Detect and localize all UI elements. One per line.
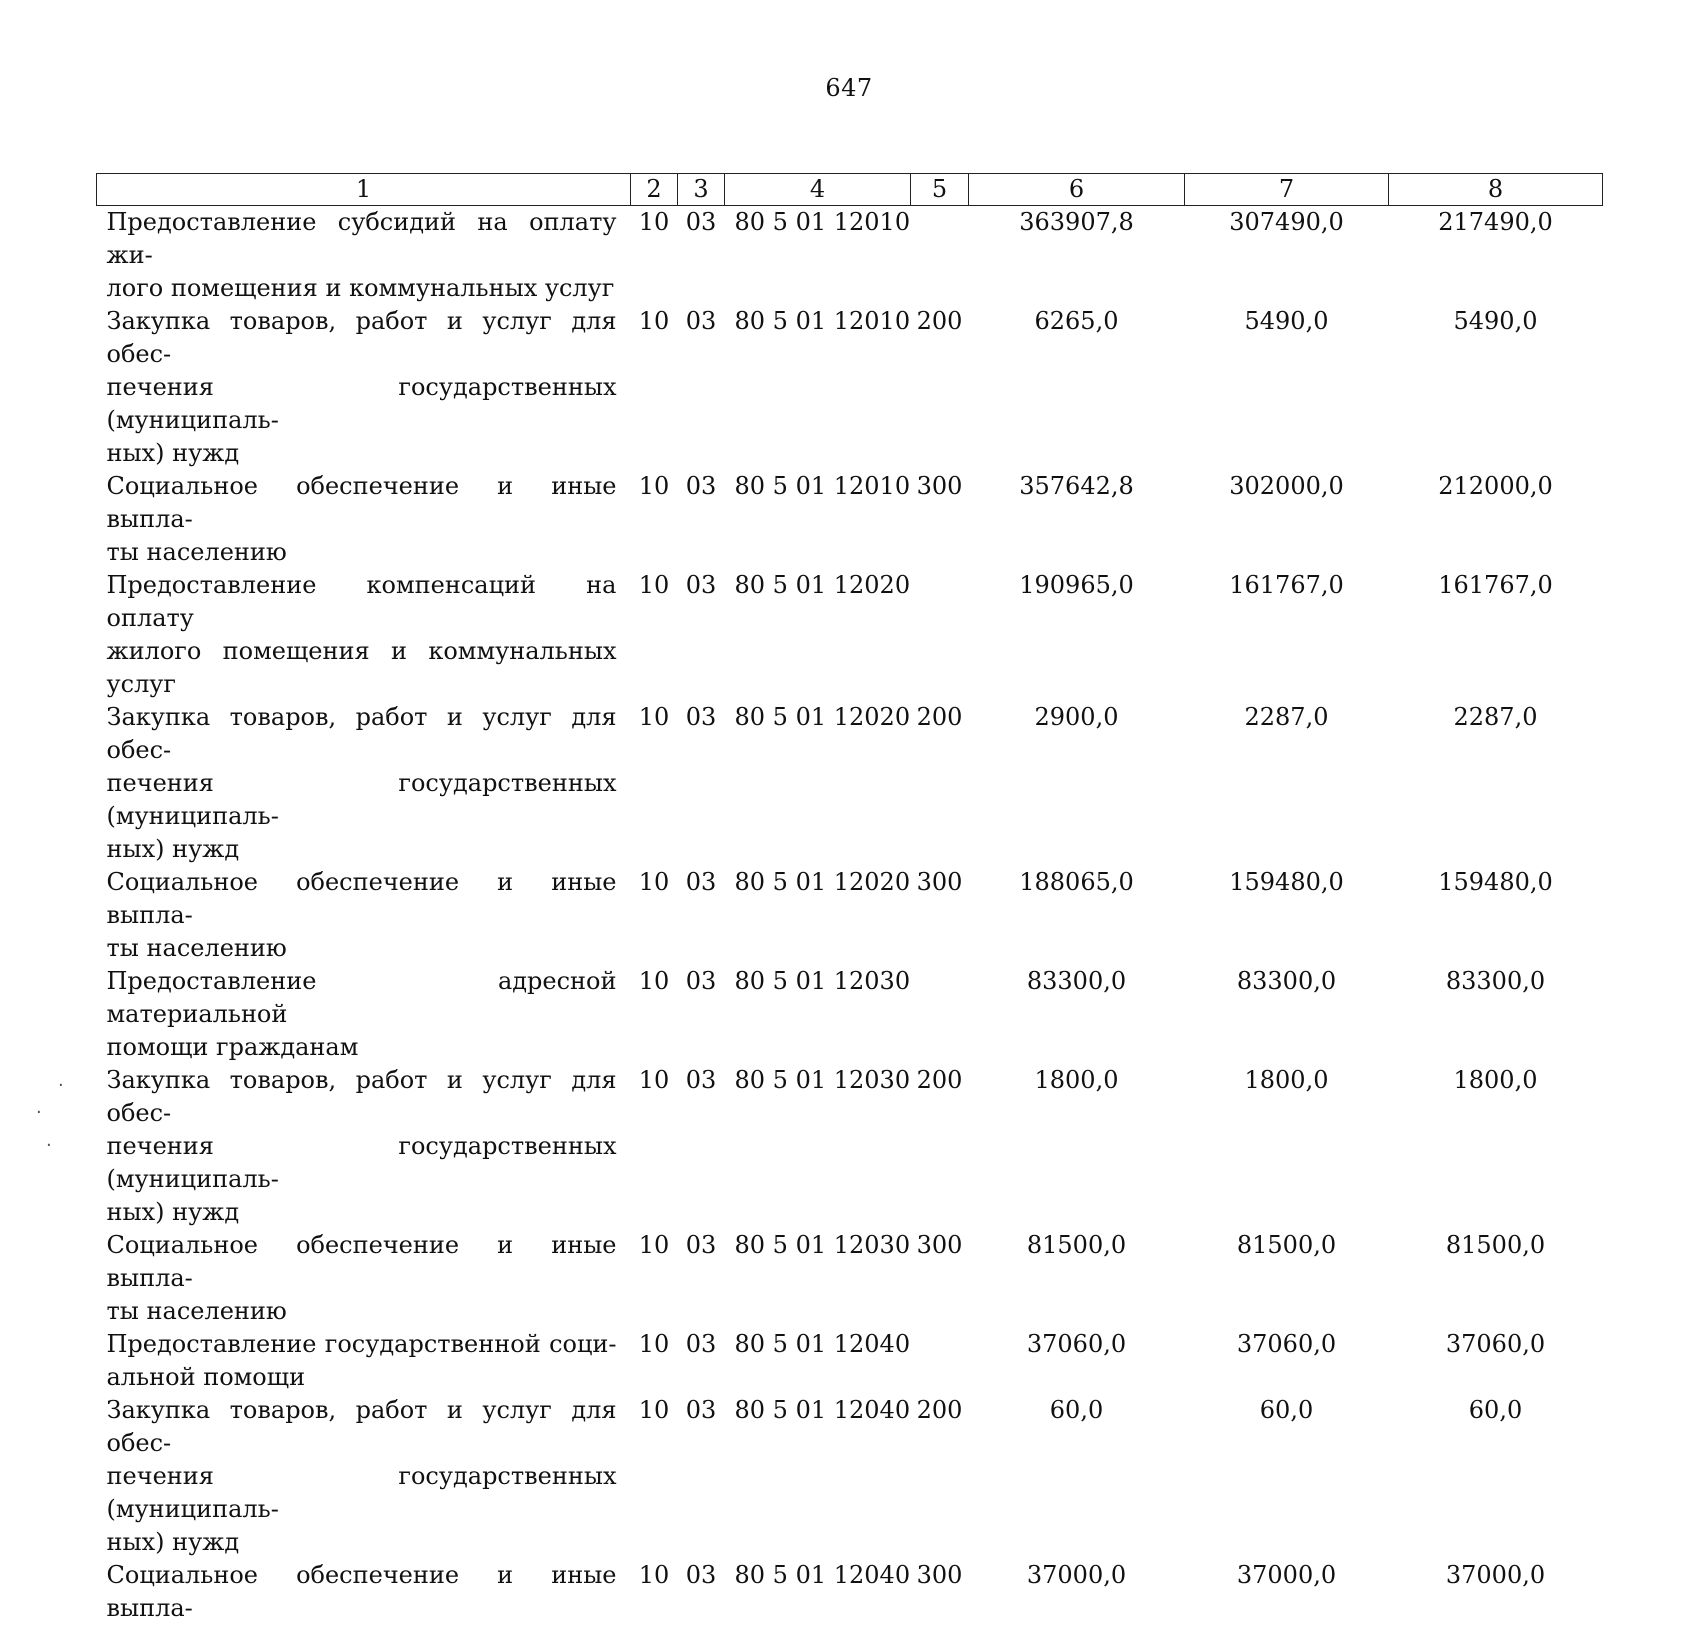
row-name-cell — [97, 1229, 631, 1328]
section-code: 10 — [631, 1229, 678, 1328]
section-code: 10 — [631, 701, 678, 866]
amount-col-8: 159480,0 — [1389, 866, 1603, 965]
amount-col-7: 161767,0 — [1185, 569, 1389, 701]
subsection-code: 03 — [678, 701, 725, 866]
target-article-code: 80 5 01 12040 — [725, 1559, 911, 1625]
row-name-line: ты населению — [107, 932, 617, 965]
row-name-line: печения государственных (муниципаль- — [107, 1130, 617, 1196]
target-article-code: 80 5 01 12010 — [725, 206, 911, 306]
table-row — [97, 206, 1603, 306]
row-name-line: Социальное обеспечение и иные выпла- — [107, 1229, 617, 1295]
row-name-cell — [97, 305, 631, 470]
header-col-5: 5 — [911, 174, 969, 206]
amount-col-8: 83300,0 — [1389, 965, 1603, 1064]
amount-col-6: 37000,0 — [969, 1559, 1185, 1625]
row-name-line: Социальное обеспечение и иные выпла- — [107, 866, 617, 932]
section-code: 10 — [631, 470, 678, 569]
amount-col-7: 302000,0 — [1185, 470, 1389, 569]
budget-table — [96, 173, 1603, 1625]
target-article-code: 80 5 01 12040 — [725, 1394, 911, 1559]
row-name-line: ты населению — [107, 536, 617, 569]
row-name-line: Предоставление компенсаций на оплату — [107, 569, 617, 635]
header-col-2: 2 — [631, 174, 678, 206]
target-article-code: 80 5 01 12010 — [725, 305, 911, 470]
table-header — [97, 174, 1603, 206]
expense-type-code: 200 — [911, 305, 969, 470]
row-name-line: печения государственных (муниципаль- — [107, 371, 617, 437]
table-row — [97, 1229, 1603, 1328]
row-name-line: ных) нужд — [107, 1526, 617, 1559]
amount-col-7: 37000,0 — [1185, 1559, 1389, 1625]
amount-col-6: 357642,8 — [969, 470, 1185, 569]
amount-col-8: 1800,0 — [1389, 1064, 1603, 1229]
target-article-code: 80 5 01 12020 — [725, 569, 911, 701]
target-article-code: 80 5 01 12010 — [725, 470, 911, 569]
scan-speck: · — [36, 1102, 42, 1123]
subsection-code: 03 — [678, 965, 725, 1064]
table-row — [97, 1559, 1603, 1625]
row-name-line: Социальное обеспечение и иные выпла- — [107, 1559, 617, 1625]
page-number — [0, 74, 1698, 102]
row-name-cell — [97, 1559, 631, 1625]
subsection-code: 03 — [678, 206, 725, 306]
row-name-line: Закупка товаров, работ и услуг для обес- — [107, 1064, 617, 1130]
amount-col-6: 190965,0 — [969, 569, 1185, 701]
header-col-1: 1 — [97, 174, 631, 206]
amount-col-8: 37060,0 — [1389, 1328, 1603, 1394]
amount-col-8: 5490,0 — [1389, 305, 1603, 470]
row-name-line: ных) нужд — [107, 833, 617, 866]
target-article-code: 80 5 01 12040 — [725, 1328, 911, 1394]
header-col-3: 3 — [678, 174, 725, 206]
amount-col-7: 37060,0 — [1185, 1328, 1389, 1394]
amount-col-6: 2900,0 — [969, 701, 1185, 866]
amount-col-7: 307490,0 — [1185, 206, 1389, 306]
amount-col-6: 37060,0 — [969, 1328, 1185, 1394]
row-name-line: услуг — [107, 668, 617, 701]
row-name-cell — [97, 1328, 631, 1394]
header-col-6: 6 — [969, 174, 1185, 206]
header-col-7: 7 — [1185, 174, 1389, 206]
amount-col-6: 363907,8 — [969, 206, 1185, 306]
row-name-cell — [97, 569, 631, 701]
section-code: 10 — [631, 1394, 678, 1559]
subsection-code: 03 — [678, 1229, 725, 1328]
expense-type-code: 300 — [911, 470, 969, 569]
scan-speck: · — [46, 1135, 52, 1156]
table-row — [97, 569, 1603, 701]
subsection-code: 03 — [678, 470, 725, 569]
row-name-line: Предоставление адресной материальной — [107, 965, 617, 1031]
section-code: 10 — [631, 569, 678, 701]
table-row — [97, 1394, 1603, 1559]
row-name-line: ных) нужд — [107, 1196, 617, 1229]
table-body — [97, 206, 1603, 1625]
amount-col-6: 81500,0 — [969, 1229, 1185, 1328]
table-row — [97, 1328, 1603, 1394]
amount-col-7: 1800,0 — [1185, 1064, 1389, 1229]
amount-col-8: 217490,0 — [1389, 206, 1603, 306]
expense-type-code — [911, 965, 969, 1064]
row-name-line: ты населению — [107, 1295, 617, 1328]
expense-type-code: 300 — [911, 866, 969, 965]
row-name-line: Закупка товаров, работ и услуг для обес- — [107, 305, 617, 371]
row-name-cell — [97, 701, 631, 866]
row-name-line: лого помещения и коммунальных услуг — [107, 272, 617, 305]
page-number-text: 647 — [825, 74, 872, 102]
amount-col-7: 60,0 — [1185, 1394, 1389, 1559]
row-name-cell — [97, 206, 631, 306]
table-row — [97, 701, 1603, 866]
expense-type-code — [911, 206, 969, 306]
row-name-line: альной помощи — [107, 1361, 617, 1394]
subsection-code: 03 — [678, 1394, 725, 1559]
header-col-8: 8 — [1389, 174, 1603, 206]
scan-speck: · — [58, 1075, 64, 1096]
row-name-line: жилого помещения и коммунальных — [107, 635, 617, 668]
target-article-code: 80 5 01 12030 — [725, 1064, 911, 1229]
row-name-cell — [97, 470, 631, 569]
amount-col-7: 5490,0 — [1185, 305, 1389, 470]
amount-col-8: 37000,0 — [1389, 1559, 1603, 1625]
subsection-code: 03 — [678, 866, 725, 965]
header-col-4: 4 — [725, 174, 911, 206]
table-row — [97, 1064, 1603, 1229]
amount-col-6: 83300,0 — [969, 965, 1185, 1064]
subsection-code: 03 — [678, 569, 725, 701]
target-article-code: 80 5 01 12020 — [725, 866, 911, 965]
table-row — [97, 470, 1603, 569]
section-code: 10 — [631, 1064, 678, 1229]
subsection-code: 03 — [678, 1328, 725, 1394]
table-row — [97, 305, 1603, 470]
row-name-line: ных) нужд — [107, 437, 617, 470]
header-row — [97, 174, 1603, 206]
amount-col-8: 60,0 — [1389, 1394, 1603, 1559]
amount-col-8: 81500,0 — [1389, 1229, 1603, 1328]
expense-type-code: 200 — [911, 701, 969, 866]
row-name-cell — [97, 1064, 631, 1229]
section-code: 10 — [631, 1559, 678, 1625]
amount-col-8: 2287,0 — [1389, 701, 1603, 866]
amount-col-8: 212000,0 — [1389, 470, 1603, 569]
expense-type-code: 300 — [911, 1229, 969, 1328]
row-name-cell — [97, 866, 631, 965]
amount-col-8: 161767,0 — [1389, 569, 1603, 701]
row-name-line: Социальное обеспечение и иные выпла- — [107, 470, 617, 536]
row-name-line: печения государственных (муниципаль- — [107, 767, 617, 833]
amount-col-6: 6265,0 — [969, 305, 1185, 470]
subsection-code: 03 — [678, 1064, 725, 1229]
row-name-cell — [97, 1394, 631, 1559]
expense-type-code — [911, 1328, 969, 1394]
section-code: 10 — [631, 965, 678, 1064]
expense-type-code: 300 — [911, 1559, 969, 1625]
expense-type-code: 200 — [911, 1394, 969, 1559]
subsection-code: 03 — [678, 1559, 725, 1625]
subsection-code: 03 — [678, 305, 725, 470]
row-name-line: печения государственных (муниципаль- — [107, 1460, 617, 1526]
row-name-line: Закупка товаров, работ и услуг для обес- — [107, 1394, 617, 1460]
section-code: 10 — [631, 1328, 678, 1394]
table-row — [97, 866, 1603, 965]
row-name-line: Предоставление субсидий на оплату жи- — [107, 206, 617, 272]
expense-type-code: 200 — [911, 1064, 969, 1229]
target-article-code: 80 5 01 12030 — [725, 1229, 911, 1328]
section-code: 10 — [631, 305, 678, 470]
amount-col-7: 2287,0 — [1185, 701, 1389, 866]
section-code: 10 — [631, 866, 678, 965]
target-article-code: 80 5 01 12020 — [725, 701, 911, 866]
row-name-line: Предоставление государственной соци- — [107, 1328, 617, 1361]
amount-col-7: 81500,0 — [1185, 1229, 1389, 1328]
amount-col-7: 159480,0 — [1185, 866, 1389, 965]
amount-col-6: 60,0 — [969, 1394, 1185, 1559]
expense-type-code — [911, 569, 969, 701]
row-name-line: Закупка товаров, работ и услуг для обес- — [107, 701, 617, 767]
row-name-cell — [97, 965, 631, 1064]
section-code: 10 — [631, 206, 678, 306]
amount-col-6: 1800,0 — [969, 1064, 1185, 1229]
row-name-line: помощи гражданам — [107, 1031, 617, 1064]
target-article-code: 80 5 01 12030 — [725, 965, 911, 1064]
table-row — [97, 965, 1603, 1064]
amount-col-6: 188065,0 — [969, 866, 1185, 965]
amount-col-7: 83300,0 — [1185, 965, 1389, 1064]
